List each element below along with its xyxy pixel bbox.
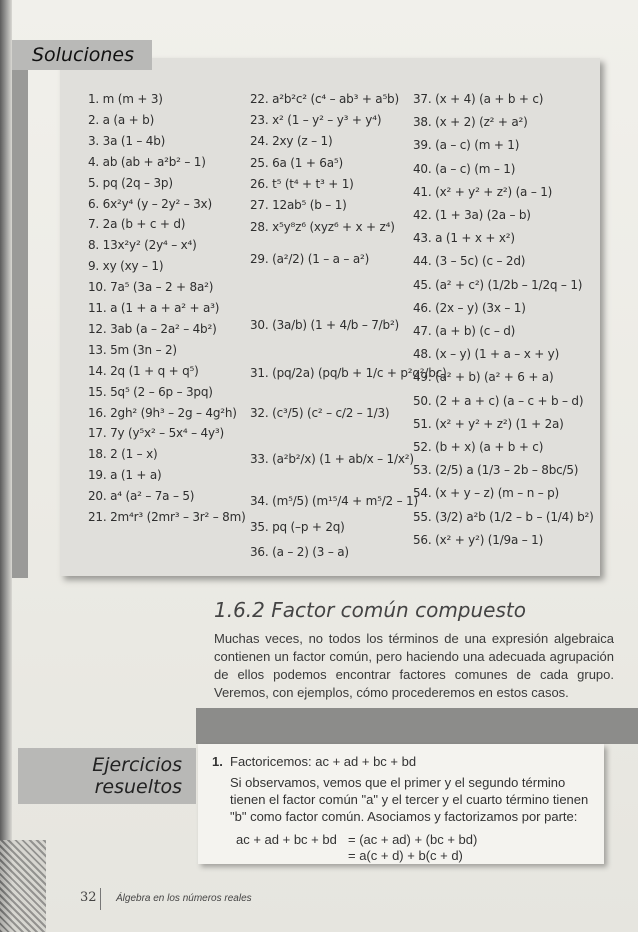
solution-item: 55. (3/2) a²b (1/2 – b – (1/4) b²) <box>413 509 594 524</box>
solution-item: 43. a (1 + x + x²) <box>413 231 515 246</box>
solution-item: 37. (x + 4) (a + b + c) <box>413 92 544 106</box>
solution-item: 52. (b + x) (a + b + c) <box>413 440 544 454</box>
solution-item: 44. (3 – 5c) (c – 2d) <box>413 254 526 269</box>
solutions-tab: Soluciones <box>12 40 152 70</box>
solution-item: 14. 2q (1 + q + q⁵) <box>88 363 199 378</box>
page-number: 32 <box>80 890 97 905</box>
exercises-tab <box>18 748 196 804</box>
solution-item: 9. xy (xy – 1) <box>88 259 164 274</box>
solution-item: 36. (a – 2) (3 – a) <box>250 545 349 559</box>
solution-item: 3. 3a (1 – 4b) <box>88 133 166 148</box>
solution-item: 8. 13x²y² (2y⁴ – x⁴) <box>88 238 197 253</box>
solution-item: 49. (a² + b) (a² + 6 + a) <box>413 370 554 385</box>
solution-item: 45. (a² + c²) (1/2b – 1/2q – 1) <box>413 277 583 292</box>
solution-item: 15. 5q⁵ (2 – 6p – 3pq) <box>88 384 213 399</box>
solution-item: 38. (x + 2) (z² + a²) <box>413 115 528 130</box>
solution-item: 39. (a – c) (m + 1) <box>413 138 520 153</box>
equation-line-2: = a(c + d) + b(c + d) <box>348 848 463 863</box>
solution-item: 13. 5m (3n – 2) <box>88 342 177 357</box>
solution-item: 51. (x² + y² + z²) (1 + 2a) <box>413 416 564 431</box>
solution-item: 5. pq (2q – 3p) <box>88 175 173 190</box>
solution-item: 34. (m⁵/5) (m¹⁵/4 + m⁵/2 – 1) <box>250 494 418 508</box>
exercise-statement: Factoricemos: ac + ad + bc + bd <box>230 754 417 769</box>
solution-item: 48. (x – y) (1 + a – x + y) <box>413 347 560 362</box>
solution-item: 46. (2x – y) (3x – 1) <box>413 300 526 315</box>
solution-item: 24. 2xy (z – 1) <box>250 134 333 148</box>
solution-item: 53. (2/5) a (1/3 – 2b – 8bc/5) <box>413 463 579 478</box>
solution-item: 30. (3a/b) (1 + 4/b – 7/b²) <box>250 318 400 332</box>
solution-item: 33. (a²b²/x) (1 + ab/x – 1/x²) <box>250 452 414 466</box>
solution-item: 47. (a + b) (c – d) <box>413 324 516 338</box>
solution-item: 41. (x² + y² + z²) (a – 1) <box>413 184 553 199</box>
solution-item: 32. (c³/5) (c² – c/2 – 1/3) <box>250 406 390 420</box>
book-title: Álgebra en los números reales <box>116 893 252 904</box>
solution-item: 12. 3ab (a – 2a² – 4b²) <box>88 321 217 336</box>
solution-item: 23. x² (1 – y² – y³ + y⁴) <box>250 113 382 127</box>
solution-item: 28. x⁵y⁸z⁶ (xyz⁶ + x + z⁴) <box>250 220 395 234</box>
solution-item: 11. a (1 + a + a² + a³) <box>88 301 220 315</box>
solution-item: 50. (2 + a + c) (a – c + b – d) <box>413 393 584 408</box>
solution-item: 56. (x² + y²) (1/9a – 1) <box>413 532 544 547</box>
footer-divider <box>100 888 101 910</box>
exercises-header-band <box>196 708 638 744</box>
solution-item: 17. 7y (y⁵x² – 5x⁴ – 4y³) <box>88 426 224 441</box>
equation-left: ac + ad + bc + bd <box>236 832 337 847</box>
solution-item: 20. a⁴ (a² – 7a – 5) <box>88 489 195 504</box>
equation-line-1: = (ac + ad) + (bc + bd) <box>348 832 478 847</box>
solution-item: 25. 6a (1 + 6a⁵) <box>250 156 343 170</box>
solution-item: 35. pq (–p + 2q) <box>250 520 345 534</box>
side-band <box>12 48 28 578</box>
solution-item: 16. 2gh² (9h³ – 2g – 4g²h) <box>88 405 237 420</box>
solution-item: 22. a²b²c² (c⁴ – ab³ + a⁵b) <box>250 92 399 106</box>
solution-item: 26. t⁵ (t⁴ + t³ + 1) <box>250 177 354 191</box>
solution-item: 19. a (1 + a) <box>88 468 162 483</box>
corner-decoration <box>0 840 46 932</box>
solution-item: 29. (a²/2) (1 – a – a²) <box>250 252 370 266</box>
solution-item: 4. ab (ab + a²b² – 1) <box>88 154 206 169</box>
solution-item: 18. 2 (1 – x) <box>88 447 158 462</box>
exercise-number: 1. <box>212 754 223 769</box>
solution-item: 40. (a – c) (m – 1) <box>413 161 516 176</box>
solution-item: 1. m (m + 3) <box>88 92 163 106</box>
exercises-tab-line1: Ejercicios <box>92 754 182 776</box>
solution-item: 6. 6x²y⁴ (y – 2y² – 3x) <box>88 196 212 211</box>
section-title: 1.6.2 Factor común compuesto <box>214 598 526 622</box>
solution-item: 7. 2a (b + c + d) <box>88 217 186 232</box>
exercises-tab-line2: resueltos <box>94 776 182 798</box>
solution-item: 10. 7a⁵ (3a – 2 + 8a²) <box>88 280 214 295</box>
page-edge <box>0 0 12 932</box>
solution-item: 21. 2m⁴r³ (2mr³ – 3r² – 8m) <box>88 510 246 524</box>
solution-item: 27. 12ab⁵ (b – 1) <box>250 198 347 212</box>
exercise-explanation: Si observamos, vemos que el primer y el segundo término tienen el factor común "a" y el tercer y el cuarto término tienen "b" como factor común. Asociamos y factorizamos por parte: <box>230 775 589 824</box>
solution-item: 42. (1 + 3a) (2a – b) <box>413 208 531 222</box>
solution-item: 2. a (a + b) <box>88 112 155 127</box>
solution-item: 31. (pq/2a) (pq/b + 1/c + p²q²/bc) <box>250 366 447 380</box>
section-intro: Muchas veces, no todos los términos de una expresión algebraica contienen un factor común, pero haciendo una adecuada agrupación de ellos podemos encontrar factores comunes de cada grupo. Veremos, con ejemplos, cómo procederemos en estos casos. <box>214 631 614 700</box>
solution-item: 54. (x + y – z) (m – n – p) <box>413 486 560 501</box>
